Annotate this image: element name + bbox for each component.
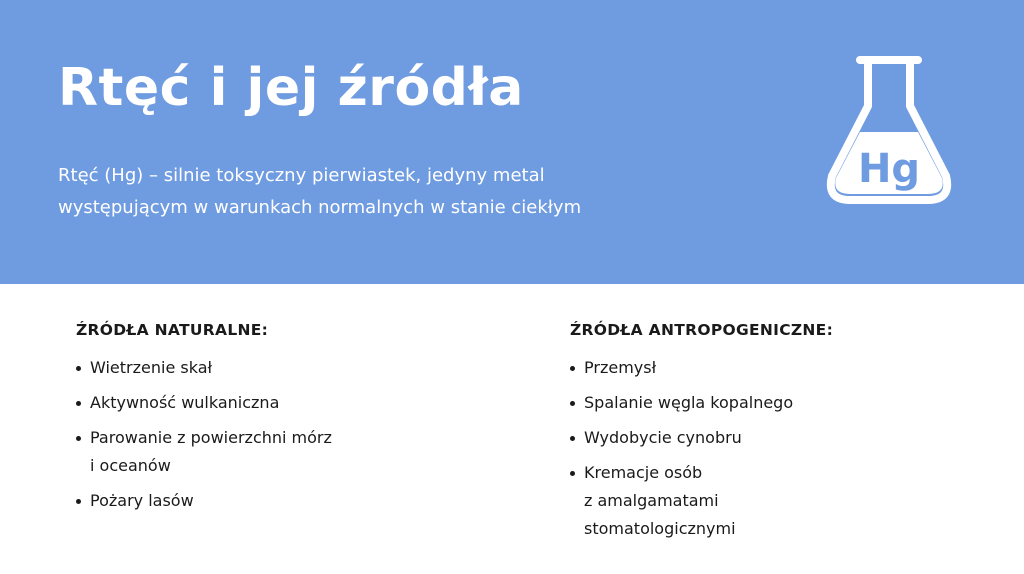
description-line: Rtęć (Hg) – silnie toksyczny pierwiastek, jedyny metal — [58, 165, 545, 186]
list-item — [570, 459, 990, 543]
natural-sources-section — [76, 318, 476, 522]
list-item-text: stomatologicznymi — [584, 519, 736, 538]
list-item — [570, 354, 990, 382]
list-item — [570, 424, 990, 452]
flask-icon — [824, 54, 954, 206]
page-title: Rtęć i jej źródła — [58, 58, 524, 118]
header-banner — [0, 0, 1024, 284]
list-item — [570, 389, 990, 417]
list-item-text: Kremacje osób — [584, 463, 703, 482]
description — [58, 160, 778, 224]
list-item — [76, 354, 476, 382]
list-item-text: Przemysł — [584, 358, 657, 377]
natural-sources-heading: ŹRÓDŁA NATURALNE: — [76, 321, 269, 339]
list-item-text: Parowanie z powierzchni mórz — [90, 428, 332, 447]
anthropogenic-sources-section — [570, 318, 990, 550]
flask-icon-label: Hg — [857, 146, 921, 192]
list-item — [76, 389, 476, 417]
list-item-text: Spalanie węgla kopalnego — [584, 393, 794, 412]
anthropogenic-sources-heading: ŹRÓDŁA ANTROPOGENICZNE: — [570, 321, 834, 339]
list-item-text: Aktywność wulkaniczna — [90, 393, 280, 412]
list-item-text: i oceanów — [90, 456, 171, 475]
list-item — [76, 487, 476, 515]
list-item-text: Wydobycie cynobru — [584, 428, 742, 447]
anthropogenic-sources-list — [570, 354, 990, 543]
list-item-text: z amalgamatami — [584, 491, 719, 510]
list-item-text: Wietrzenie skał — [90, 358, 213, 377]
list-item-text: Pożary lasów — [90, 491, 194, 510]
natural-sources-list — [76, 354, 476, 515]
description-line: występującym w warunkach normalnych w stanie ciekłym — [58, 197, 582, 218]
list-item — [76, 424, 476, 480]
